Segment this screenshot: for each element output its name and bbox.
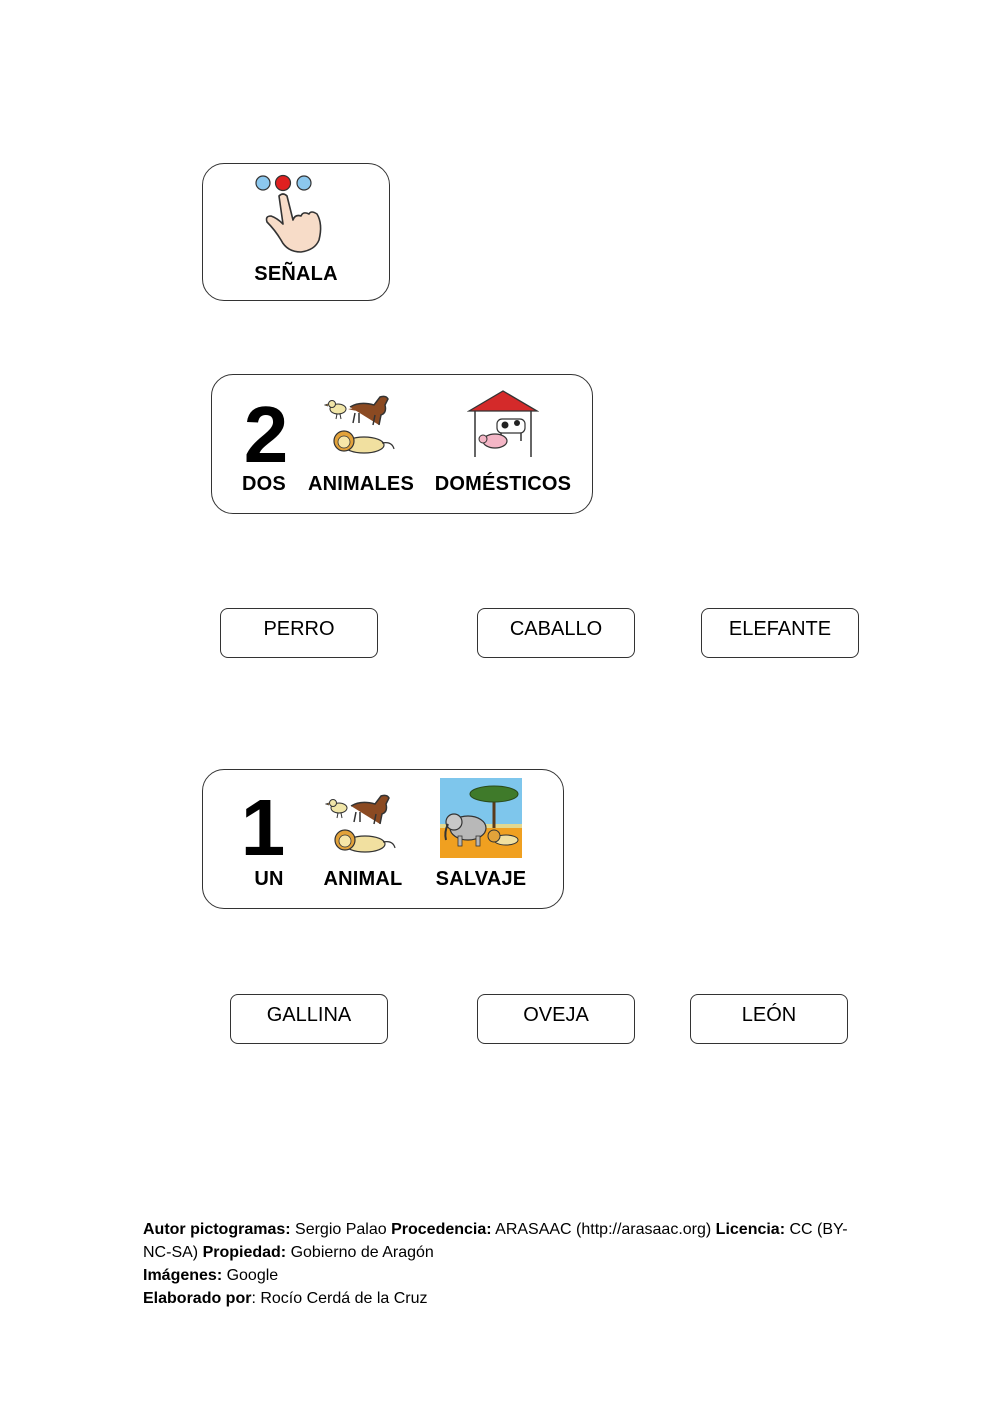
question-card-domestic (211, 374, 593, 514)
source-value: ARASAAC (http://arasaac.org) (491, 1221, 716, 1238)
option-oveja[interactable]: OVEJA (477, 994, 635, 1044)
credits-line-author (143, 1218, 863, 1264)
option-elefante[interactable]: ELEFANTE (701, 608, 859, 658)
question-card-wild (202, 769, 564, 909)
number-one: 1 (240, 783, 286, 872)
option-caballo[interactable]: CABALLO (477, 608, 635, 658)
word-animal: ANIMAL (323, 868, 403, 890)
images-value: Google (222, 1267, 279, 1284)
word-animales: ANIMALES (307, 473, 415, 495)
number-two: 2 (243, 390, 289, 479)
made-by-label: Elaborado por (143, 1290, 252, 1307)
option-perro[interactable]: PERRO (220, 608, 378, 658)
word-un: UN (254, 868, 284, 890)
instruction-card (202, 163, 390, 301)
credits-footer (143, 1218, 863, 1310)
farm-barn-icon (467, 389, 539, 459)
license-value: CC (BY-NC-SA) (143, 1221, 848, 1261)
animals-icon (325, 790, 405, 862)
author-value: Sergio Palao (290, 1221, 392, 1238)
word-salvaje: SALVAJE (435, 868, 527, 890)
made-by-value: : Rocío Cerdá de la Cruz (251, 1290, 428, 1307)
credits-line-images (143, 1264, 863, 1287)
images-label: Imágenes: (143, 1267, 223, 1284)
option-gallina[interactable]: GALLINA (230, 994, 388, 1044)
owner-label: Propiedad: (202, 1244, 287, 1261)
word-domesticos: DOMÉSTICOS (434, 473, 572, 495)
word-dos: DOS (242, 473, 286, 495)
license-label: Licencia: (715, 1221, 786, 1238)
animals-icon (324, 391, 404, 463)
savanna-wild-animals-icon (440, 778, 522, 858)
author-label: Autor pictogramas: (143, 1221, 291, 1238)
option-leon[interactable]: LEÓN (690, 994, 848, 1044)
instruction-label: SEÑALA (254, 263, 338, 285)
pointing-hand-icon (253, 172, 333, 257)
credits-line-made-by (143, 1287, 863, 1310)
owner-value: Gobierno de Aragón (286, 1244, 434, 1261)
source-label: Procedencia: (391, 1221, 492, 1238)
